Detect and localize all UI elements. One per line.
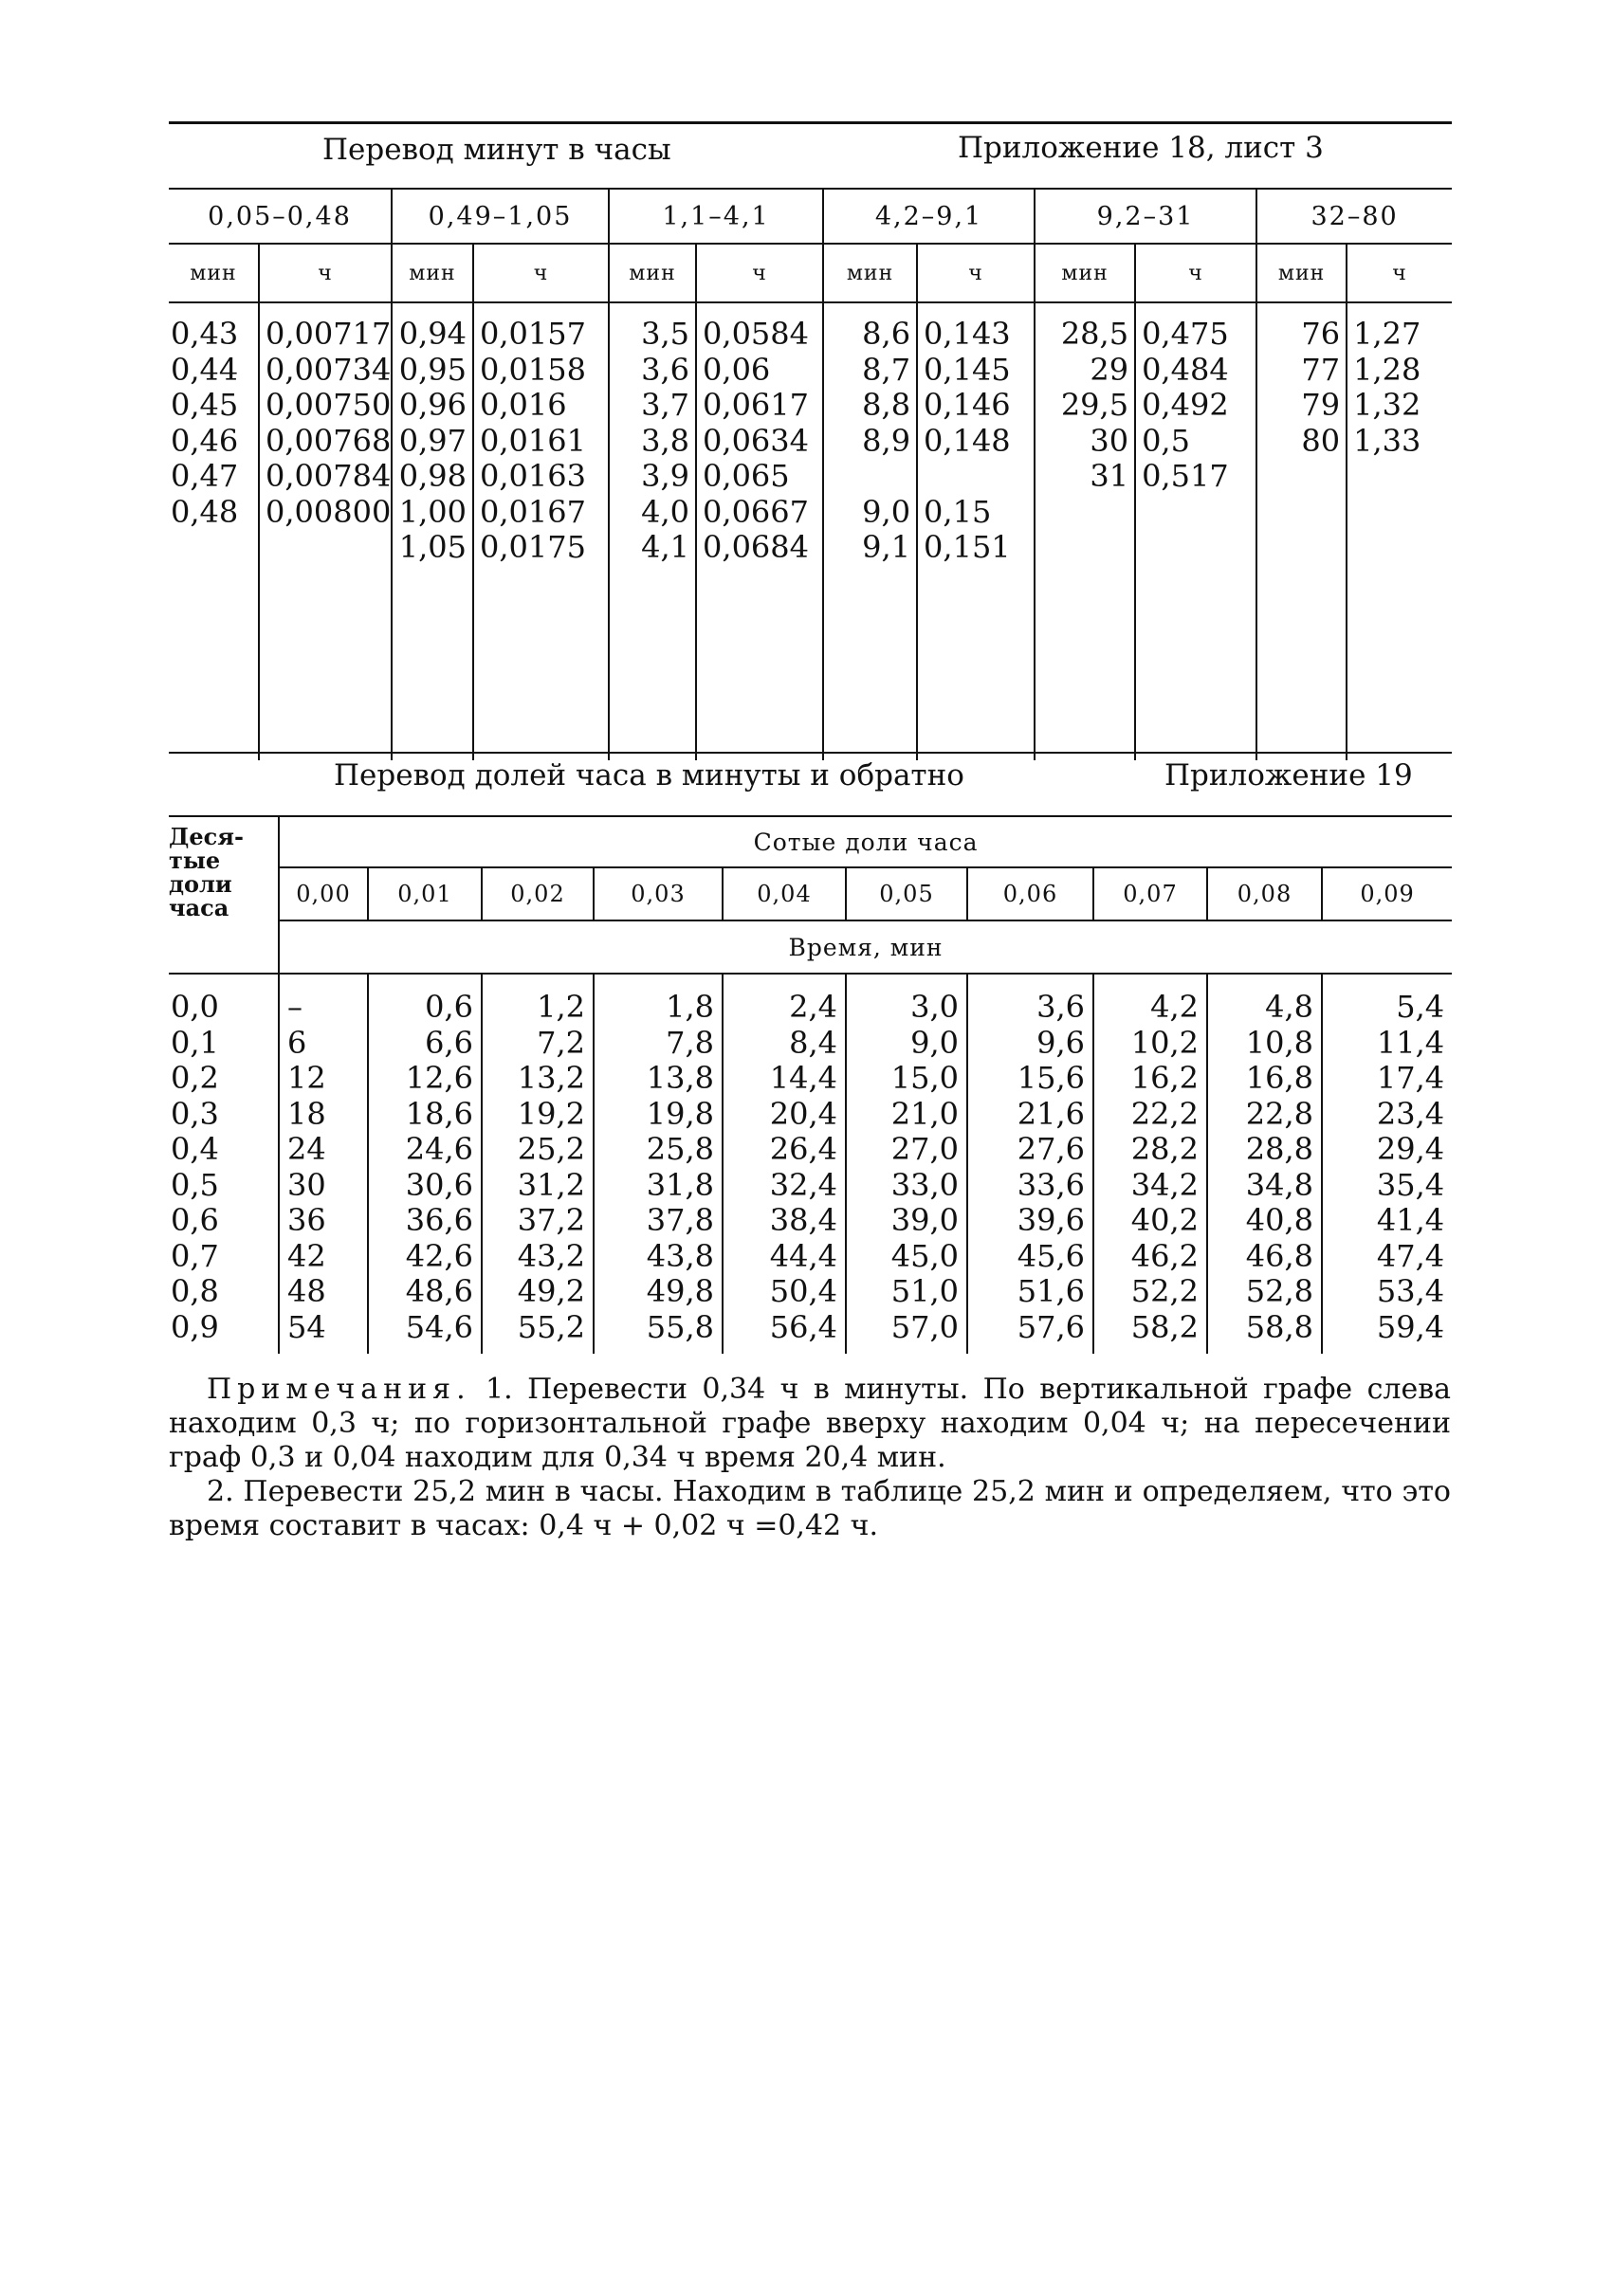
hundredths-header: Сотые доли часа (279, 817, 1452, 867)
hours-column (1135, 302, 1256, 760)
hours-column (473, 302, 609, 760)
time-value: 34,8 (1245, 1166, 1313, 1203)
appendix18-label: Приложение 18, лист 3 (958, 131, 1324, 165)
hundredths-column-header: 0,06 (967, 867, 1093, 920)
minutes-column (723, 974, 846, 1354)
time-value: 49,2 (517, 1273, 585, 1309)
time-value: 45,0 (890, 1237, 959, 1274)
range-header: 0,05–0,48 (169, 190, 392, 244)
time-value: 36,6 (405, 1202, 473, 1238)
hours-value: 0,0584 (703, 316, 809, 352)
hours-value: 0,0634 (703, 422, 809, 459)
minutes-column (1207, 974, 1322, 1354)
hours-column (696, 302, 823, 760)
hours-value: 0,475 (1142, 316, 1229, 352)
minutes-value: 0,46 (171, 422, 239, 459)
time-value: 51,6 (1017, 1273, 1085, 1309)
time-value: 31,2 (517, 1166, 585, 1203)
table18-bottom-rule (169, 752, 1452, 754)
time-value: 46,8 (1245, 1237, 1313, 1274)
minutes-value: 0,96 (398, 387, 467, 423)
minutes-value: 0,95 (398, 351, 467, 388)
hours-value: 1,33 (1353, 422, 1421, 459)
time-value: 58,8 (1245, 1308, 1313, 1345)
tenths-value: 0,6 (171, 1202, 219, 1238)
range-header: 1,1–4,1 (609, 190, 823, 244)
hours-value: 0,06 (703, 351, 771, 388)
hundredths-column-header: 0,07 (1093, 867, 1207, 920)
tenths-value: 0,1 (171, 1024, 219, 1061)
time-value: 21,0 (890, 1095, 959, 1132)
time-value: 38,4 (769, 1202, 837, 1238)
time-value: 44,4 (769, 1237, 837, 1274)
hours-value: 0,0167 (480, 493, 586, 530)
time-value: 23,4 (1376, 1095, 1445, 1132)
range-header: 9,2–31 (1035, 190, 1256, 244)
range-header-row (169, 190, 1452, 244)
minutes-value (824, 459, 910, 495)
minutes-value: 1,00 (398, 493, 467, 530)
time-value: 50,4 (769, 1273, 837, 1309)
fractions-data-row (169, 974, 1452, 1354)
hours-column (917, 302, 1035, 760)
time-value: 30,6 (405, 1166, 473, 1203)
minutes-value: 3,5 (641, 316, 690, 352)
time-value: 22,2 (1130, 1095, 1199, 1132)
minutes-column (169, 302, 259, 760)
note-1-text: 1. Перевести 0,34 ч в минуты. По вертикальной графе слева находим 0,3 ч; по горизонтальной графе вверху находим 0,04 ч; на пересечении граф 0,3 и 0,04 находим для 0,34 ч время 20,4 мин. (169, 1373, 1451, 1474)
time-value: 12 (287, 1060, 326, 1096)
notes-block (169, 1373, 1451, 1543)
min-header: мин (1035, 244, 1135, 302)
time-value: 25,2 (517, 1131, 585, 1167)
time-value: 52,2 (1130, 1273, 1199, 1309)
time-value: 7,8 (666, 1024, 714, 1061)
time-value: 13,8 (646, 1060, 714, 1096)
minutes-value: 77 (1301, 351, 1341, 388)
hundredths-column-header: 0,08 (1207, 867, 1322, 920)
hours-value: 0,0161 (480, 422, 586, 459)
minutes-column (609, 302, 696, 760)
hour-header: ч (696, 244, 823, 302)
time-value: 18 (287, 1095, 326, 1132)
hours-value: 0,065 (703, 458, 790, 494)
minutes-value: 8,9 (862, 422, 911, 459)
time-value: 27,0 (890, 1131, 959, 1167)
range-header: 32–80 (1256, 190, 1452, 244)
time-value: 55,8 (646, 1308, 714, 1345)
time-value: 28,2 (1130, 1131, 1199, 1167)
time-value: 39,0 (890, 1202, 959, 1238)
hours-value: 0,5 (1142, 422, 1190, 459)
time-value: 59,4 (1376, 1308, 1445, 1345)
hours-value: 1,28 (1353, 351, 1421, 388)
time-value: 39,6 (1017, 1202, 1085, 1238)
time-value: 49,8 (646, 1273, 714, 1309)
time-value: 8,4 (789, 1024, 837, 1061)
tenths-value: 0,3 (171, 1095, 219, 1132)
time-value: 21,6 (1017, 1095, 1085, 1132)
hours-value: 0,00734 (266, 351, 392, 388)
tenths-value: 0,9 (171, 1308, 219, 1345)
range-header: 0,49–1,05 (392, 190, 609, 244)
hours-value: 0,492 (1142, 387, 1229, 423)
hundredths-column-header: 0,00 (279, 867, 368, 920)
minutes-value: 1,05 (398, 529, 467, 565)
hour-header: ч (259, 244, 392, 302)
minutes-value: 0,48 (171, 493, 239, 530)
appendix19-caption: Перевод долей часа в минуты и обратно (334, 758, 964, 793)
tenths-value: 0,5 (171, 1166, 219, 1203)
hours-value: 0,016 (480, 387, 567, 423)
time-value: 54,6 (405, 1308, 473, 1345)
hours-value (924, 459, 1034, 495)
minutes-value: 8,6 (862, 316, 911, 352)
minutes-value: 76 (1301, 316, 1341, 352)
minutes-column (846, 974, 967, 1354)
hours-value: 0,143 (924, 316, 1011, 352)
notes-heading: Примечания. (207, 1373, 471, 1406)
tenths-header: Деся-тые доли часа (169, 817, 279, 974)
time-value: 3,0 (910, 989, 959, 1025)
time-value: 9,0 (910, 1024, 959, 1061)
top-rule (169, 121, 1452, 124)
time-value: 42,6 (405, 1237, 473, 1274)
minutes-value: 28,5 (1060, 316, 1129, 352)
minutes-value: 29 (1090, 351, 1129, 388)
time-value: 9,6 (1036, 1024, 1085, 1061)
time-value: 42 (287, 1237, 326, 1274)
minutes-value: 31 (1090, 458, 1129, 494)
minutes-value: 0,97 (398, 422, 467, 459)
minutes-value: 3,7 (641, 387, 690, 423)
hours-value: 0,15 (924, 493, 992, 530)
time-value: 31,8 (646, 1166, 714, 1203)
time-value: 34,2 (1130, 1166, 1199, 1203)
time-value: 24,6 (405, 1131, 473, 1167)
minutes-value: 79 (1301, 387, 1341, 423)
time-value: 36 (287, 1202, 326, 1238)
time-value: 52,8 (1245, 1273, 1313, 1309)
time-value: 16,8 (1245, 1060, 1313, 1096)
time-value: 28,8 (1245, 1131, 1313, 1167)
time-value: 54 (287, 1308, 326, 1345)
time-value: 19,8 (646, 1095, 714, 1132)
minutes-value: 9,1 (862, 529, 911, 565)
hours-value: 0,00768 (266, 422, 392, 459)
time-value: 6,6 (425, 1024, 473, 1061)
minutes-value: 4,0 (641, 493, 690, 530)
time-value: 18,6 (405, 1095, 473, 1132)
hundredths-column-header: 0,03 (594, 867, 723, 920)
hours-value: 1,32 (1353, 387, 1421, 423)
hundredths-header-row (169, 817, 1452, 867)
time-value: 24 (287, 1131, 326, 1167)
time-value: 1,2 (537, 989, 585, 1025)
hours-value: 0,0157 (480, 316, 586, 352)
minutes-column (279, 974, 368, 1354)
time-value: 22,8 (1245, 1095, 1313, 1132)
hours-value: 0,0617 (703, 387, 809, 423)
hours-value: 0,00784 (266, 458, 392, 494)
hour-header: ч (473, 244, 609, 302)
minutes-value: 3,6 (641, 351, 690, 388)
time-value: 40,2 (1130, 1202, 1199, 1238)
min-header: мин (392, 244, 473, 302)
time-value: 25,8 (646, 1131, 714, 1167)
hours-value: 0,146 (924, 387, 1011, 423)
range-header: 4,2–9,1 (823, 190, 1035, 244)
time-value: 30 (287, 1166, 326, 1203)
tenths-value: 0,4 (171, 1131, 219, 1167)
hours-value: 0,0163 (480, 458, 586, 494)
time-value: 33,0 (890, 1166, 959, 1203)
time-value: 10,2 (1130, 1024, 1199, 1061)
minutes-value: 0,47 (171, 458, 239, 494)
tenths-value: 0,7 (171, 1237, 219, 1274)
time-value: 11,4 (1376, 1024, 1445, 1061)
hundredths-column-header: 0,01 (368, 867, 482, 920)
minutes-column (1035, 302, 1135, 760)
hundredths-column-header: 0,09 (1322, 867, 1452, 920)
hours-value: 1,27 (1353, 316, 1421, 352)
minutes-value: 80 (1301, 422, 1341, 459)
time-value: 47,4 (1376, 1237, 1445, 1274)
minutes-value: 9,0 (862, 493, 911, 530)
time-value: – (287, 989, 302, 1025)
minutes-value: 3,8 (641, 422, 690, 459)
hours-value: 0,484 (1142, 351, 1229, 388)
minutes-column (1093, 974, 1207, 1354)
time-value: 37,8 (646, 1202, 714, 1238)
time-value: 58,2 (1130, 1308, 1199, 1345)
minutes-value: 0,44 (171, 351, 239, 388)
minutes-to-hours-table (169, 190, 1452, 760)
time-value: 2,4 (789, 989, 837, 1025)
minutes-column (823, 302, 917, 760)
hour-fractions-table (169, 817, 1452, 1354)
tenths-value: 0,2 (171, 1060, 219, 1096)
time-value: 20,4 (769, 1095, 837, 1132)
unit-header-row (169, 244, 1452, 302)
time-value: 32,4 (769, 1166, 837, 1203)
minutes-column (392, 302, 473, 760)
time-value: 12,6 (405, 1060, 473, 1096)
time-value: 57,0 (890, 1308, 959, 1345)
time-value: 56,4 (769, 1308, 837, 1345)
time-value: 46,2 (1130, 1237, 1199, 1274)
minutes-value: 8,7 (862, 351, 911, 388)
minutes-column (1322, 974, 1452, 1354)
time-value: 15,0 (890, 1060, 959, 1096)
hours-value: 0,00717 (266, 316, 392, 352)
appendix18-caption: Перевод минут в часы (322, 133, 671, 167)
time-value: 26,4 (769, 1131, 837, 1167)
hour-header: ч (1135, 244, 1256, 302)
min-header: мин (169, 244, 259, 302)
time-value: 6 (287, 1024, 307, 1061)
time-value: 27,6 (1017, 1131, 1085, 1167)
time-value: 43,8 (646, 1237, 714, 1274)
min-header: мин (1256, 244, 1347, 302)
time-value: 45,6 (1017, 1237, 1085, 1274)
note-1 (169, 1373, 1451, 1475)
hours-value: 0,00800 (266, 493, 392, 530)
hours-value: 0,00750 (266, 387, 392, 423)
time-value: 13,2 (517, 1060, 585, 1096)
tenths-value: 0,0 (171, 989, 219, 1025)
hour-header: ч (917, 244, 1035, 302)
column-header-row (169, 867, 1452, 920)
time-value: 51,0 (890, 1273, 959, 1309)
tenths-column (169, 974, 279, 1354)
hour-header: ч (1347, 244, 1452, 302)
minutes-value: 8,8 (862, 387, 911, 423)
time-header: Время, мин (279, 920, 1452, 974)
time-value: 14,4 (769, 1060, 837, 1096)
time-value: 37,2 (517, 1202, 585, 1238)
hours-value: 0,517 (1142, 458, 1229, 494)
hours-value: 0,0158 (480, 351, 586, 388)
time-value: 57,6 (1017, 1308, 1085, 1345)
hours-value: 0,151 (924, 529, 1011, 565)
time-value: 29,4 (1376, 1131, 1445, 1167)
hours-column (1347, 302, 1452, 760)
time-value: 55,2 (517, 1308, 585, 1345)
time-value: 53,4 (1376, 1273, 1445, 1309)
minutes-value: 29,5 (1060, 387, 1129, 423)
time-value: 3,6 (1036, 989, 1085, 1025)
minutes-column (368, 974, 482, 1354)
minutes-value: 0,43 (171, 316, 239, 352)
minutes-value: 0,45 (171, 387, 239, 423)
time-value: 15,6 (1017, 1060, 1085, 1096)
time-value: 19,2 (517, 1095, 585, 1132)
time-value: 10,8 (1245, 1024, 1313, 1061)
time-value: 33,6 (1017, 1166, 1085, 1203)
minutes-value: 4,1 (641, 529, 690, 565)
tenths-value: 0,8 (171, 1273, 219, 1309)
time-value: 17,4 (1376, 1060, 1445, 1096)
note-2: 2. Перевести 25,2 мин в часы. Находим в таблице 25,2 мин и определяем, что это время составит в часах: 0,4 ч + 0,02 ч =0,42 ч. (169, 1475, 1451, 1542)
minutes-value: 0,98 (398, 458, 467, 494)
hours-value: 0,0684 (703, 529, 809, 565)
time-value: 35,4 (1376, 1166, 1445, 1203)
time-value: 7,2 (537, 1024, 585, 1061)
time-header-row (169, 920, 1452, 974)
minutes-column (594, 974, 723, 1354)
time-value: 5,4 (1396, 989, 1445, 1025)
min-header: мин (609, 244, 696, 302)
min-header: мин (823, 244, 917, 302)
time-value: 48,6 (405, 1273, 473, 1309)
minutes-column (1256, 302, 1347, 760)
time-value: 1,8 (666, 989, 714, 1025)
time-value: 43,2 (517, 1237, 585, 1274)
hours-value: 0,0175 (480, 529, 586, 565)
minutes-value: 3,9 (641, 458, 690, 494)
appendix19-label: Приложение 19 (1164, 758, 1413, 793)
hours-value: 0,0667 (703, 493, 809, 530)
time-value: 48 (287, 1273, 326, 1309)
time-value: 16,2 (1130, 1060, 1199, 1096)
minutes-column (482, 974, 594, 1354)
hundredths-column-header: 0,04 (723, 867, 846, 920)
minutes-value: 0,94 (398, 316, 467, 352)
time-value: 40,8 (1245, 1202, 1313, 1238)
time-value: 0,6 (425, 989, 473, 1025)
hundredths-column-header: 0,05 (846, 867, 967, 920)
minutes-value: 30 (1090, 422, 1129, 459)
hundredths-column-header: 0,02 (482, 867, 594, 920)
minutes-data-row (169, 302, 1452, 760)
time-value: 4,8 (1265, 989, 1313, 1025)
minutes-column (967, 974, 1093, 1354)
time-value: 4,2 (1150, 989, 1199, 1025)
hours-value: 0,148 (924, 422, 1011, 459)
time-value: 41,4 (1376, 1202, 1445, 1238)
hours-column (259, 302, 392, 760)
hours-value: 0,145 (924, 351, 1011, 388)
